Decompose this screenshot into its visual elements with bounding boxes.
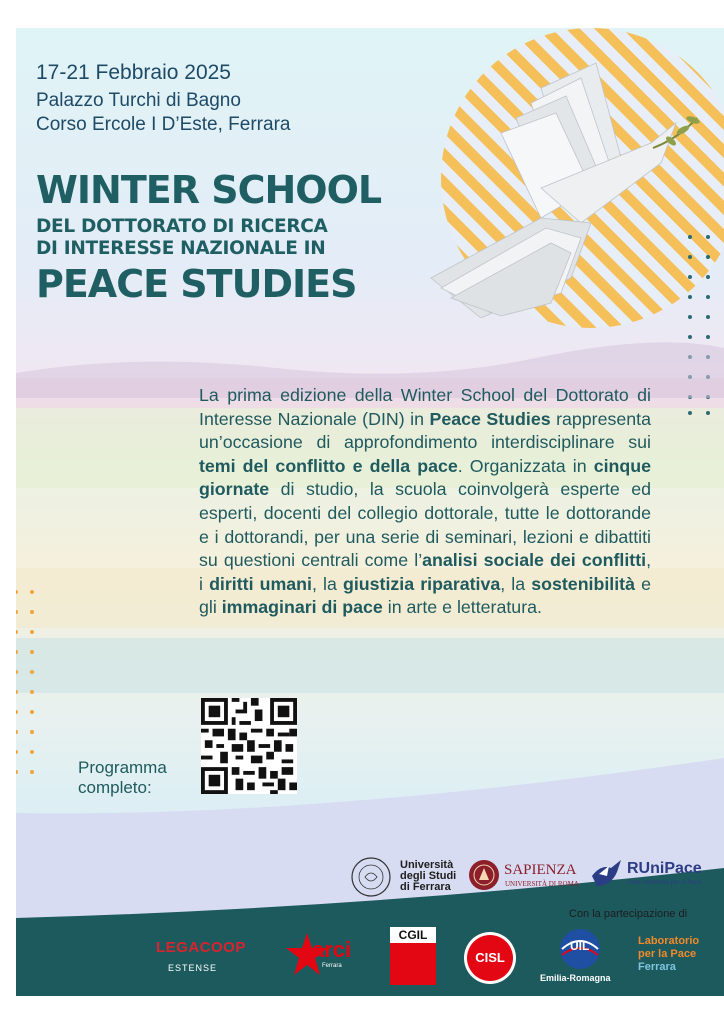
unife-line2: degli Studi: [400, 870, 457, 882]
logo-runipace: [589, 854, 719, 896]
logo-unife: [350, 856, 480, 896]
lab-line2: per la Pace: [638, 948, 697, 960]
logo-arci: [286, 923, 366, 993]
logo-cgil: [390, 923, 436, 993]
venue-name: Palazzo Turchi di Bagno: [36, 90, 241, 111]
title-subline-2: DI INTERESSE NAZIONALE IN: [36, 238, 326, 259]
unife-line3: di Ferrara: [400, 881, 451, 893]
venue-address: Corso Ercole I D’Este, Ferrara: [36, 114, 291, 135]
runipace-name: RUniPace: [627, 860, 702, 877]
lab-line1: Laboratorio: [638, 935, 700, 947]
paper-dove-illustration: [421, 48, 721, 318]
logo-legacoop: [156, 923, 266, 993]
logo-uil: [536, 923, 626, 993]
program-label-line2: completo:: [78, 778, 152, 797]
arci-name: arci: [312, 937, 352, 962]
sapienza-name: SAPIENZA: [504, 862, 577, 878]
dot-grid-left-decoration: [16, 588, 42, 778]
title-winter-school: WINTER SCHOOL: [36, 168, 382, 212]
program-label: [78, 758, 167, 798]
band-teal: [16, 638, 724, 693]
uil-name: UIL: [570, 939, 590, 953]
title-subline-1: DEL DOTTORATO DI RICERCA: [36, 216, 328, 237]
qr-code[interactable]: [201, 698, 297, 794]
sapienza-subtitle: UNIVERSITÀ DI ROMA: [505, 880, 579, 888]
event-date: 17-21 Febbraio 2025: [36, 61, 231, 84]
description-paragraph: La prima edizione della Winter School del Dottorato di Interesse Nazionale (DIN) in Peace Studies rappresenta un’occasione di approfondimento interdisciplinare sui temi del conflitto e della pace. Organizzata in cinque giornate di studio, la scuola coinvolgerà esperte ed esperti, docenti del collegio dottorale, tutte le dottorande e i dottorandi, per una serie di seminari, lezioni e dibattiti su questioni centrali come l’analisi sociale dei conflitti, i diritti umani, la giustizia riparativa, la sostenibilità e gli immaginari di pace in arte e letteratura.: [199, 385, 652, 618]
logo-laboratorio-pace: [638, 923, 718, 993]
legacoop-name: LEGACOOP: [156, 939, 246, 956]
title-peace-studies: PEACE STUDIES: [36, 262, 357, 306]
unife-line1: Università: [400, 859, 454, 871]
lab-line3: Ferrara: [638, 961, 676, 973]
partnership-label: Con la partecipazione di: [569, 908, 688, 920]
logo-cisl: [463, 923, 519, 993]
legacoop-subtitle: ESTENSE: [168, 963, 218, 973]
uil-subtitle: Emilia-Romagna: [540, 973, 611, 983]
arci-subtitle: Ferrara: [322, 963, 342, 969]
event-info: [36, 61, 290, 137]
runipace-dove-icon: [589, 856, 625, 892]
cisl-name: CISL: [475, 950, 505, 965]
program-label-line1: Programma: [78, 758, 167, 777]
unife-seal-icon: [350, 856, 392, 898]
poster: [16, 28, 724, 996]
logo-sapienza: [468, 856, 588, 896]
sapienza-seal-icon: [468, 856, 500, 894]
cgil-name: CGIL: [390, 927, 436, 943]
runipace-subtitle: Rete Università per la Pace: [628, 880, 702, 886]
